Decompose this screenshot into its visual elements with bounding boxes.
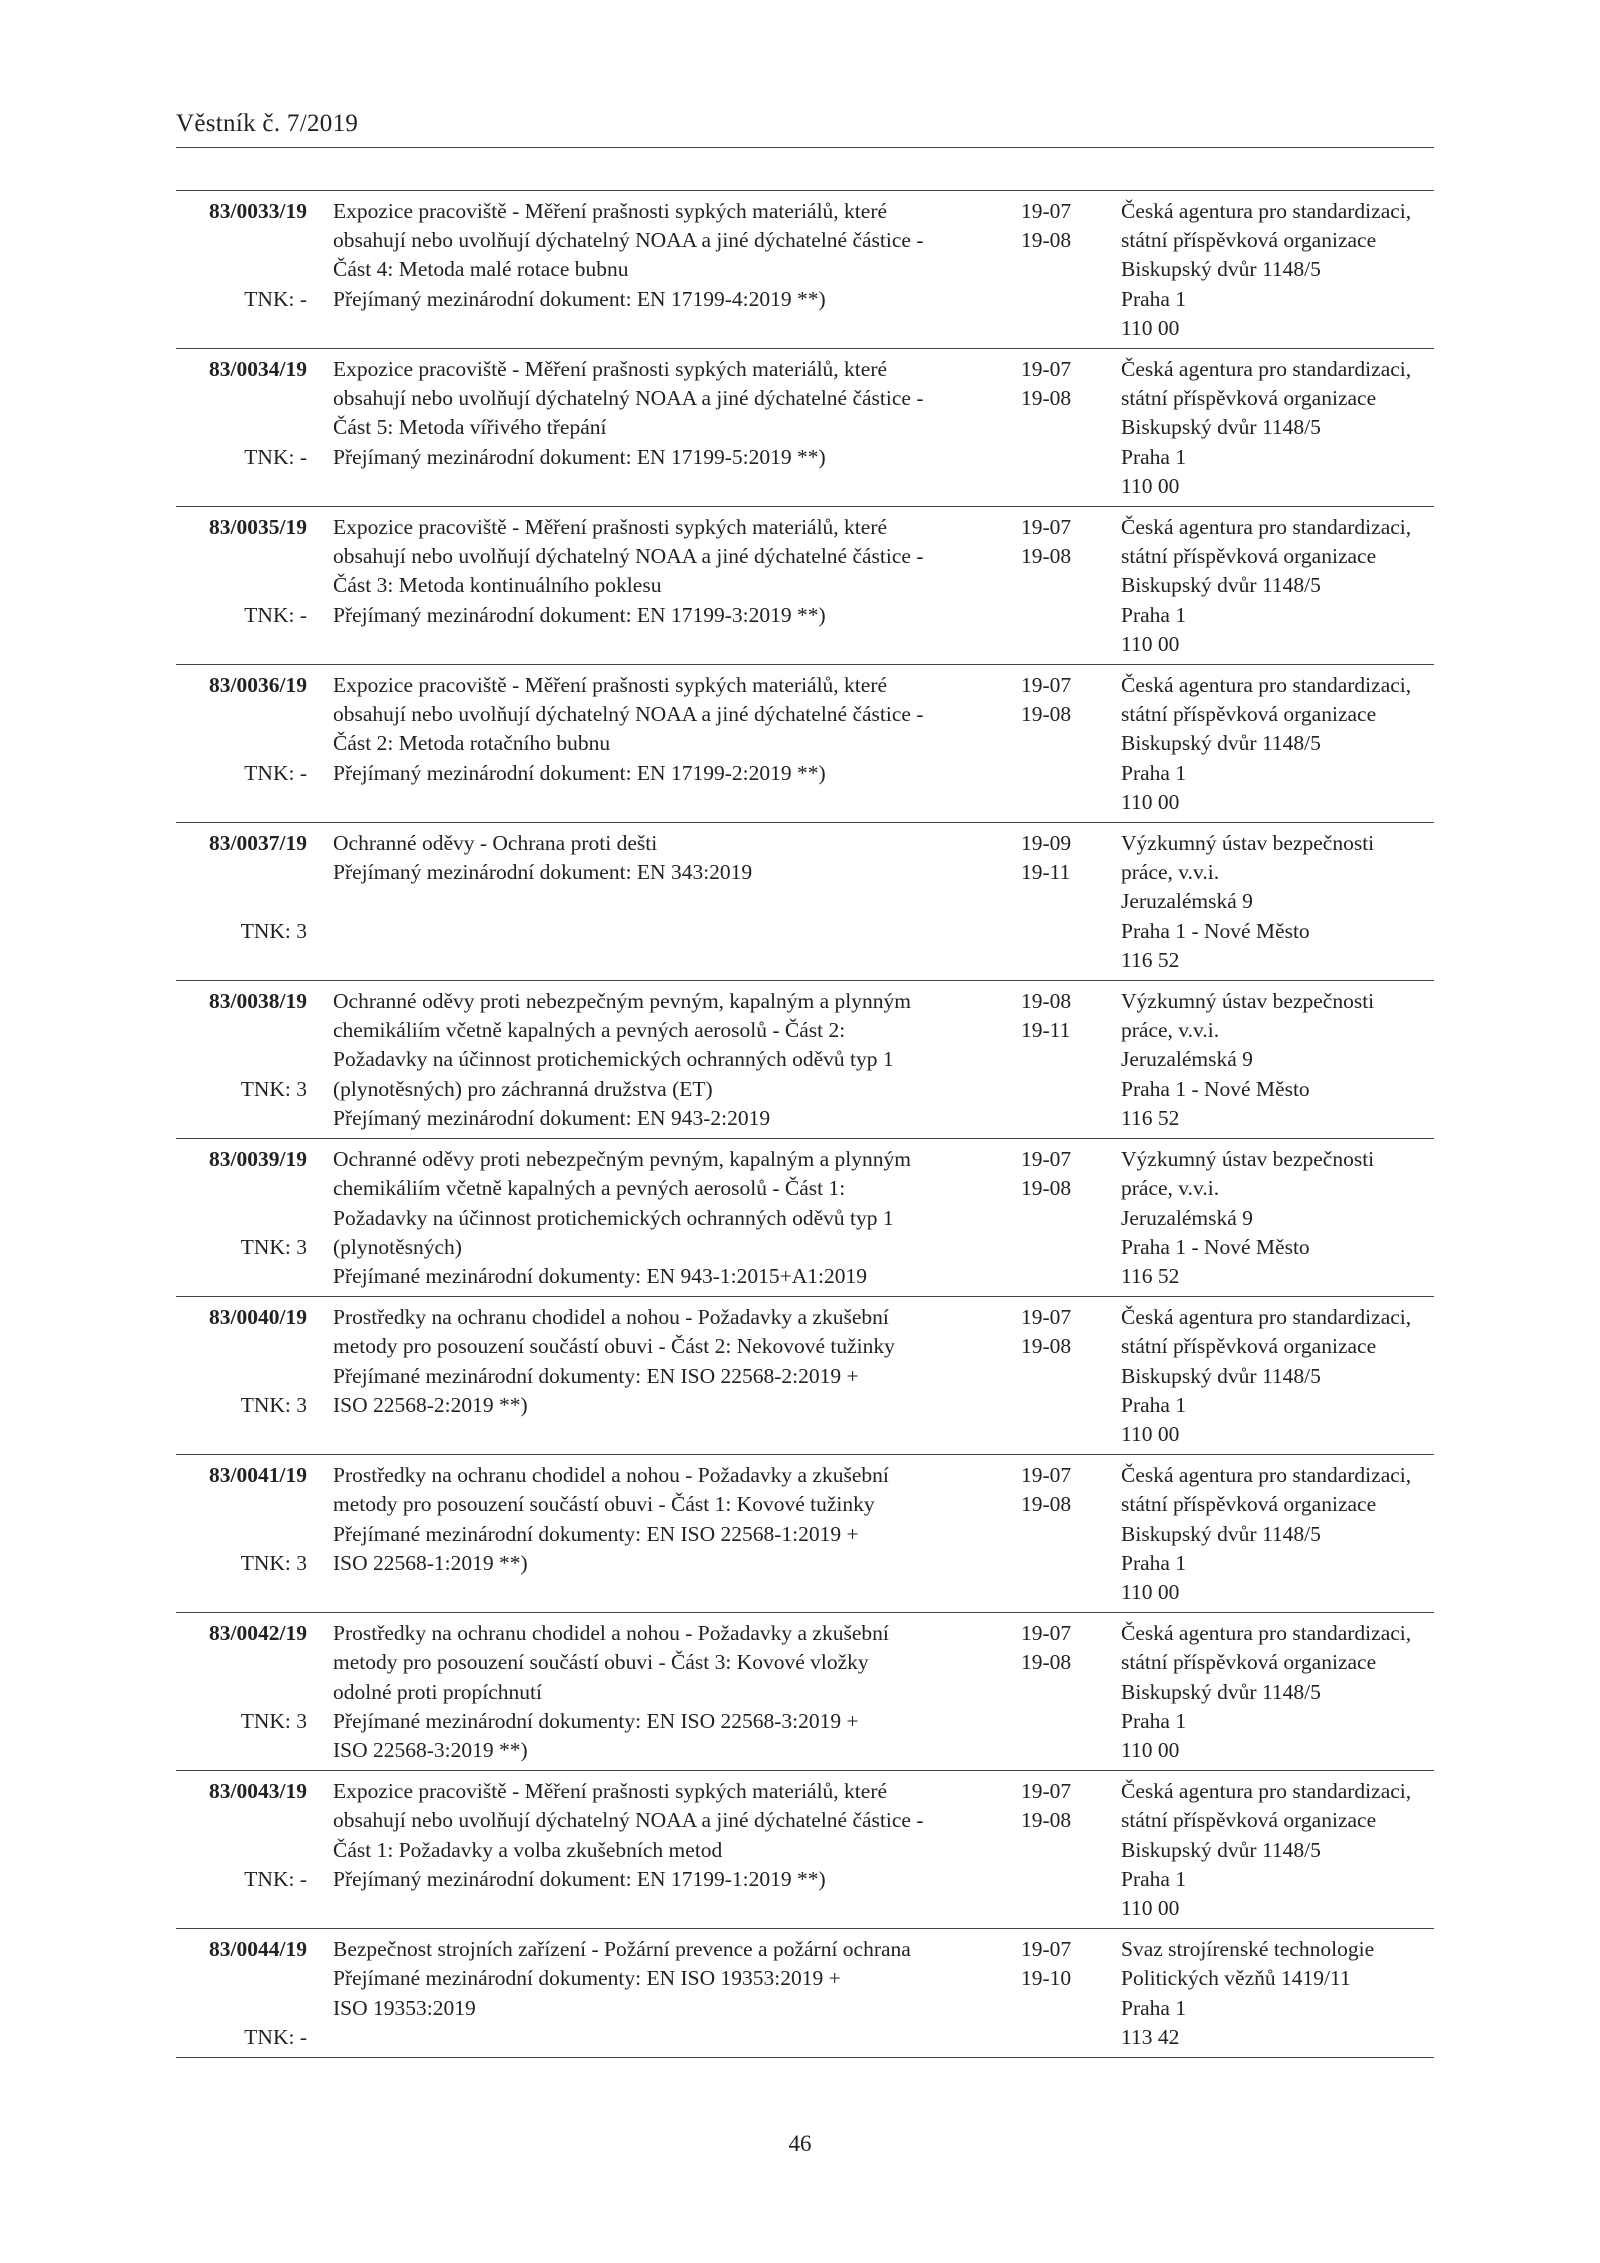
address-line: Praha 1 [1121, 602, 1187, 627]
page-number: 46 [788, 2131, 812, 2156]
address-line: 110 00 [1121, 1737, 1180, 1762]
entry-description [333, 1461, 1013, 1607]
address-line: Jeruzalémská 9 [1121, 1205, 1253, 1230]
date-value: 19-07 [1021, 673, 1072, 698]
date-value: 19-08 [1021, 702, 1072, 727]
organization-address [1121, 1461, 1434, 1607]
address-line: Biskupský dvůr 1148/5 [1121, 257, 1321, 282]
description-line: Prostředky na ochranu chodidel a nohou - Požadavky a zkušební [333, 1621, 889, 1646]
address-line: Biskupský dvůr 1148/5 [1121, 415, 1321, 440]
organization-address [1121, 829, 1434, 975]
address-line: Praha 1 [1121, 444, 1187, 469]
date-value: 19-07 [1021, 1305, 1072, 1330]
tnk-label: TNK: - [244, 286, 307, 311]
description-line: Část 2: Metoda rotačního bubnu [333, 731, 611, 756]
organization-address [1121, 1145, 1434, 1291]
address-line: Praha 1 [1121, 1550, 1187, 1575]
table-row [176, 981, 1434, 1139]
entry-number: 83/0038/19 [209, 989, 307, 1014]
description-line: Přejímaný mezinárodní dokument: EN 17199-4:2019 **) [333, 286, 826, 311]
address-line: práce, v.v.i. [1121, 1176, 1220, 1201]
address-line: Praha 1 [1121, 1392, 1187, 1417]
entry-number: 83/0040/19 [209, 1305, 307, 1330]
address-line: 110 00 [1121, 1895, 1180, 1920]
description-line: Prostředky na ochranu chodidel a nohou - Požadavky a zkušební [333, 1305, 889, 1330]
date-value: 19-07 [1021, 1779, 1072, 1804]
description-line: metody pro posouzení součástí obuvi - Část 3: Kovové vložky [333, 1650, 869, 1675]
organization-address [1121, 987, 1434, 1133]
address-line: Česká agentura pro standardizaci, [1121, 357, 1412, 382]
description-line: Přejímané mezinárodní dokumenty: EN ISO 22568-1:2019 + [333, 1521, 859, 1546]
table-row [176, 1613, 1434, 1771]
address-line: Česká agentura pro standardizaci, [1121, 515, 1412, 540]
address-line: Česká agentura pro standardizaci, [1121, 199, 1412, 223]
entry-dates [1021, 197, 1080, 343]
description-line: Část 1: Požadavky a volba zkušebních metod [333, 1837, 723, 1862]
entry-description [333, 1303, 1013, 1449]
address-line: Česká agentura pro standardizaci, [1121, 1621, 1412, 1646]
entry-description [333, 1619, 1013, 1765]
description-line: Expozice pracoviště - Měření prašnosti sypkých materiálů, které [333, 357, 888, 382]
description-line: ISO 22568-3:2019 **) [333, 1737, 528, 1762]
entry-number: 83/0034/19 [209, 357, 307, 382]
address-line: Jeruzalémská 9 [1121, 1047, 1253, 1072]
address-line: Praha 1 - Nové Město [1121, 918, 1310, 943]
address-line: Česká agentura pro standardizaci, [1121, 1305, 1412, 1330]
entry-description [333, 1777, 1013, 1923]
description-line: Přejímaný mezinárodní dokument: EN 17199-5:2019 **) [333, 444, 826, 469]
address-line: 116 52 [1121, 1263, 1180, 1288]
journal-header-title: Věstník č. 7/2019 [176, 110, 359, 137]
date-value: 19-08 [1021, 1176, 1072, 1201]
description-line: Přejímaný mezinárodní dokument: EN 17199-1:2019 **) [333, 1866, 826, 1891]
entry-dates [1021, 1145, 1080, 1291]
entry-id-cell [176, 987, 307, 1133]
date-value: 19-08 [1021, 1492, 1072, 1517]
entry-dates [1021, 1619, 1080, 1765]
tnk-label: TNK: - [244, 1866, 307, 1891]
address-line: Biskupský dvůr 1148/5 [1121, 573, 1321, 598]
organization-address [1121, 671, 1434, 817]
description-line: odolné proti propíchnutí [333, 1679, 542, 1704]
description-line: Přejímané mezinárodní dokumenty: EN ISO 22568-2:2019 + [333, 1363, 859, 1388]
address-line: státní příspěvková organizace [1121, 228, 1377, 253]
address-line: 116 52 [1121, 947, 1180, 972]
tnk-label: TNK: - [244, 2024, 307, 2049]
date-value: 19-08 [1021, 1808, 1072, 1833]
date-value: 19-10 [1021, 1966, 1072, 1991]
entry-dates [1021, 1303, 1080, 1449]
tnk-label: TNK: - [244, 760, 307, 785]
table-row [176, 665, 1434, 823]
organization-address [1121, 1619, 1434, 1765]
organization-address [1121, 197, 1434, 343]
address-line: státní příspěvková organizace [1121, 386, 1377, 411]
address-line: státní příspěvková organizace [1121, 544, 1377, 569]
table-row [176, 823, 1434, 981]
tnk-label: TNK: 3 [240, 1708, 307, 1733]
date-value: 19-08 [1021, 1334, 1072, 1359]
entry-dates [1021, 1777, 1080, 1923]
address-line: 116 52 [1121, 1105, 1180, 1130]
entry-id-cell [176, 671, 307, 817]
description-line: Prostředky na ochranu chodidel a nohou - Požadavky a zkušební [333, 1463, 889, 1488]
entry-description [333, 829, 1013, 975]
description-line: Bezpečnost strojních zařízení - Požární prevence a požární ochrana [333, 1937, 911, 1962]
entry-description [333, 355, 1013, 501]
entry-id-cell [176, 197, 307, 343]
entry-number: 83/0037/19 [209, 831, 307, 856]
entry-dates [1021, 1935, 1080, 2052]
table-row [176, 1455, 1434, 1613]
description-line: Část 4: Metoda malé rotace bubnu [333, 257, 629, 282]
standards-table [176, 190, 1434, 2058]
address-line: Biskupský dvůr 1148/5 [1121, 731, 1321, 756]
address-line: Praha 1 [1121, 760, 1187, 785]
entry-number: 83/0042/19 [209, 1621, 307, 1646]
description-line: Expozice pracoviště - Měření prašnosti sypkých materiálů, které [333, 515, 888, 540]
entry-dates [1021, 355, 1080, 501]
description-line: obsahují nebo uvolňují dýchatelný NOAA a jiné dýchatelné částice - [333, 544, 924, 569]
description-line: Expozice pracoviště - Měření prašnosti sypkých materiálů, které [333, 673, 888, 698]
address-line: státní příspěvková organizace [1121, 702, 1377, 727]
address-line: 110 00 [1121, 631, 1180, 656]
address-line: Praha 1 [1121, 1866, 1187, 1891]
table-row [176, 507, 1434, 665]
date-value: 19-07 [1021, 1147, 1072, 1172]
address-line: státní příspěvková organizace [1121, 1650, 1377, 1675]
entry-id-cell [176, 1777, 307, 1923]
table-row [176, 349, 1434, 507]
address-line: Biskupský dvůr 1148/5 [1121, 1679, 1321, 1704]
table-row [176, 1139, 1434, 1297]
entry-dates [1021, 671, 1080, 817]
address-line: Česká agentura pro standardizaci, [1121, 1779, 1412, 1804]
description-line: Požadavky na účinnost protichemických ochranných oděvů typ 1 [333, 1205, 894, 1230]
entry-dates [1021, 829, 1080, 975]
description-line: chemikáliím včetně kapalných a pevných aerosolů - Část 2: [333, 1018, 846, 1043]
address-line: Biskupský dvůr 1148/5 [1121, 1521, 1321, 1546]
description-line: obsahují nebo uvolňují dýchatelný NOAA a jiné dýchatelné částice - [333, 228, 924, 253]
address-line: Jeruzalémská 9 [1121, 889, 1253, 914]
date-value: 19-07 [1021, 357, 1072, 382]
date-value: 19-11 [1021, 1018, 1071, 1043]
address-line: Biskupský dvůr 1148/5 [1121, 1837, 1321, 1862]
entry-dates [1021, 513, 1080, 659]
entry-id-cell [176, 355, 307, 501]
table-row [176, 191, 1434, 349]
tnk-label: TNK: 3 [240, 1392, 307, 1417]
entry-description [333, 987, 1013, 1133]
date-value: 19-07 [1021, 199, 1072, 223]
description-line: Požadavky na účinnost protichemických ochranných oděvů typ 1 [333, 1047, 894, 1072]
address-line: státní příspěvková organizace [1121, 1808, 1377, 1833]
entry-number: 83/0041/19 [209, 1463, 307, 1488]
address-line: Praha 1 [1121, 286, 1187, 311]
description-line: obsahují nebo uvolňují dýchatelný NOAA a jiné dýchatelné částice - [333, 702, 924, 727]
address-line: 113 42 [1121, 2024, 1180, 2049]
description-line: Přejímané mezinárodní dokumenty: EN ISO 19353:2019 + [333, 1966, 841, 1991]
organization-address [1121, 1777, 1434, 1923]
address-line: Biskupský dvůr 1148/5 [1121, 1363, 1321, 1388]
entry-id-cell [176, 1461, 307, 1607]
description-line: obsahují nebo uvolňují dýchatelný NOAA a jiné dýchatelné částice - [333, 1808, 924, 1833]
entry-id-cell [176, 1303, 307, 1449]
description-line: Přejímaný mezinárodní dokument: EN 343:2019 [333, 860, 753, 885]
date-value: 19-08 [1021, 228, 1072, 253]
description-line: Přejímaný mezinárodní dokument: EN 17199-3:2019 **) [333, 602, 826, 627]
description-line: Ochranné oděvy proti nebezpečným pevným, kapalným a plynným [333, 1147, 911, 1172]
date-value: 19-07 [1021, 1463, 1072, 1488]
tnk-label: TNK: 3 [240, 1234, 307, 1259]
address-line: státní příspěvková organizace [1121, 1492, 1377, 1517]
description-line: ISO 22568-1:2019 **) [333, 1550, 528, 1575]
tnk-label: TNK: 3 [240, 1550, 307, 1575]
description-line: Část 5: Metoda vířivého třepání [333, 415, 607, 440]
address-line: státní příspěvková organizace [1121, 1334, 1377, 1359]
entry-number: 83/0044/19 [209, 1937, 307, 1962]
entry-description [333, 671, 1013, 817]
table-row [176, 1771, 1434, 1929]
address-line: Praha 1 - Nové Město [1121, 1234, 1310, 1259]
date-value: 19-11 [1021, 860, 1071, 885]
date-value: 19-07 [1021, 1937, 1072, 1962]
entry-description [333, 197, 1013, 343]
description-line: (plynotěsných) [333, 1234, 462, 1259]
entry-description [333, 1145, 1013, 1291]
description-line: (plynotěsných) pro záchranná družstva (ET) [333, 1076, 713, 1101]
date-value: 19-08 [1021, 386, 1072, 411]
address-line: Praha 1 [1121, 1995, 1187, 2020]
table-row [176, 1929, 1434, 2058]
description-line: metody pro posouzení součástí obuvi - Část 1: Kovové tužinky [333, 1492, 875, 1517]
description-line: Expozice pracoviště - Měření prašnosti sypkých materiálů, které [333, 1779, 888, 1804]
address-line: Výzkumný ústav bezpečnosti [1121, 989, 1375, 1014]
entry-number: 83/0035/19 [209, 515, 307, 540]
address-line: Svaz strojírenské technologie [1121, 1937, 1375, 1962]
organization-address [1121, 1303, 1434, 1449]
address-line: 110 00 [1121, 789, 1180, 814]
entry-description [333, 1935, 1013, 2052]
tnk-label: TNK: - [244, 602, 307, 627]
entry-id-cell [176, 1145, 307, 1291]
address-line: Praha 1 - Nové Město [1121, 1076, 1310, 1101]
description-line: ISO 19353:2019 [333, 1995, 476, 2020]
organization-address [1121, 1935, 1434, 2052]
tnk-label: TNK: 3 [240, 1076, 307, 1101]
date-value: 19-09 [1021, 831, 1072, 856]
date-value: 19-08 [1021, 544, 1072, 569]
description-line: Přejímané mezinárodní dokumenty: EN 943-1:2015+A1:2019 [333, 1263, 868, 1288]
address-line: Česká agentura pro standardizaci, [1121, 1463, 1412, 1488]
description-line: obsahují nebo uvolňují dýchatelný NOAA a jiné dýchatelné částice - [333, 386, 924, 411]
organization-address [1121, 513, 1434, 659]
entry-dates [1021, 1461, 1080, 1607]
header-rule [176, 147, 1434, 148]
organization-address [1121, 355, 1434, 501]
address-line: Politických vězňů 1419/11 [1121, 1966, 1351, 1991]
description-line: chemikáliím včetně kapalných a pevných aerosolů - Část 1: [333, 1176, 846, 1201]
entry-id-cell [176, 1935, 307, 2052]
entry-number: 83/0033/19 [209, 199, 307, 223]
entry-id-cell [176, 1619, 307, 1765]
address-line: 110 00 [1121, 1579, 1180, 1604]
description-line: Přejímaný mezinárodní dokument: EN 17199-2:2019 **) [333, 760, 826, 785]
description-line: metody pro posouzení součástí obuvi - Část 2: Nekovové tužinky [333, 1334, 895, 1359]
address-line: práce, v.v.i. [1121, 1018, 1220, 1043]
entry-id-cell [176, 829, 307, 975]
tnk-label: TNK: - [244, 444, 307, 469]
address-line: Výzkumný ústav bezpečnosti [1121, 1147, 1375, 1172]
address-line: Praha 1 [1121, 1708, 1187, 1733]
date-value: 19-08 [1021, 1650, 1072, 1675]
tnk-label: TNK: 3 [240, 918, 307, 943]
description-line: Přejímané mezinárodní dokumenty: EN ISO 22568-3:2019 + [333, 1708, 859, 1733]
date-value: 19-08 [1021, 989, 1072, 1014]
entry-description [333, 513, 1013, 659]
description-line: Ochranné oděvy - Ochrana proti dešti [333, 831, 658, 856]
entry-number: 83/0043/19 [209, 1779, 307, 1804]
entry-number: 83/0036/19 [209, 673, 307, 698]
date-value: 19-07 [1021, 1621, 1072, 1646]
date-value: 19-07 [1021, 515, 1072, 540]
table-row [176, 1297, 1434, 1455]
description-line: Expozice pracoviště - Měření prašnosti sypkých materiálů, které [333, 199, 888, 223]
entry-dates [1021, 987, 1080, 1133]
address-line: 110 00 [1121, 1421, 1180, 1446]
address-line: Výzkumný ústav bezpečnosti [1121, 831, 1375, 856]
address-line: 110 00 [1121, 315, 1180, 340]
address-line: 110 00 [1121, 473, 1180, 498]
address-line: práce, v.v.i. [1121, 860, 1220, 885]
address-line: Česká agentura pro standardizaci, [1121, 673, 1412, 698]
entry-number: 83/0039/19 [209, 1147, 307, 1172]
description-line: ISO 22568-2:2019 **) [333, 1392, 528, 1417]
entry-id-cell [176, 513, 307, 659]
description-line: Část 3: Metoda kontinuálního poklesu [333, 573, 662, 598]
description-line: Přejímaný mezinárodní dokument: EN 943-2:2019 [333, 1105, 771, 1130]
description-line: Ochranné oděvy proti nebezpečným pevným, kapalným a plynným [333, 989, 911, 1014]
